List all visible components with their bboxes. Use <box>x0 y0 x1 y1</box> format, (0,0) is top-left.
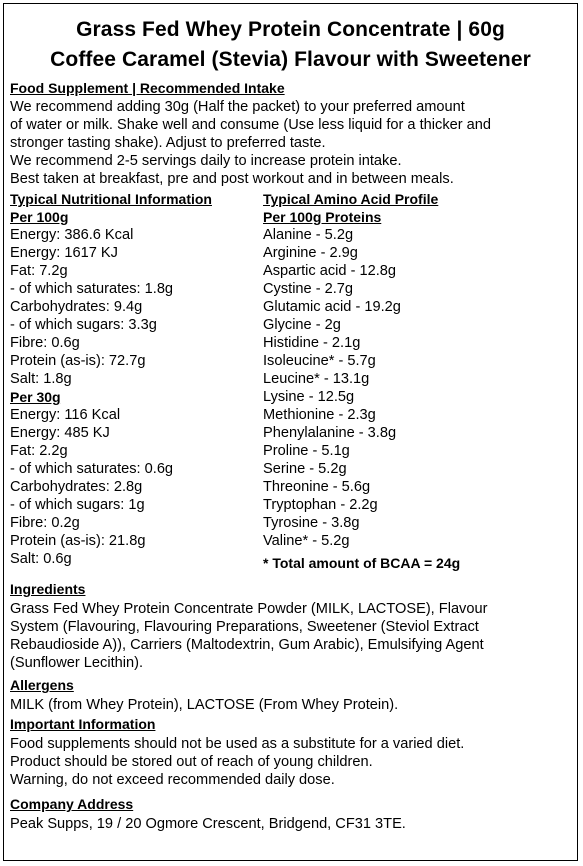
amino-row: Tryptophan - 2.2g <box>263 497 378 513</box>
important-line: Warning, do not exceed recommended daily dose. <box>10 772 335 788</box>
important-text <box>10 735 464 789</box>
intake-heading: Food Supplement | Recommended Intake <box>10 80 285 96</box>
amino-row: Methionine - 2.3g <box>263 407 376 423</box>
allergens-heading: Allergens <box>10 677 74 693</box>
important-line: Food supplements should not be used as a substitute for a varied diet. <box>10 736 465 752</box>
ingredients-line: Grass Fed Whey Protein Concentrate Powder (MILK, LACTOSE), Flavour <box>10 601 488 617</box>
nutrient-row: - of which saturates: 0.6g <box>10 461 174 477</box>
intake-line: We recommend adding 30g (Half the packet) to your preferred amount <box>10 99 465 115</box>
ingredients-line: (Sunflower Lecithin). <box>10 655 144 671</box>
ingredients-text <box>10 600 487 672</box>
ingredients-line: System (Flavouring, Flavouring Preparations, Sweetener (Steviol Extract <box>10 619 479 635</box>
nutrient-row: Energy: 386.6 Kcal <box>10 227 134 243</box>
nutrient-row: Energy: 1617 KJ <box>10 245 118 261</box>
amino-heading: Typical Amino Acid Profile <box>263 191 439 207</box>
amino-row: Glutamic acid - 19.2g <box>263 299 401 315</box>
ingredients-heading: Ingredients <box>10 581 86 597</box>
amino-row: Proline - 5.1g <box>263 443 350 459</box>
amino-row: Arginine - 2.9g <box>263 245 358 261</box>
amino-row: Valine* - 5.2g <box>263 533 350 549</box>
nutrient-row: Salt: 0.6g <box>10 551 72 567</box>
address-heading: Company Address <box>10 796 134 812</box>
amino-subheading: Per 100g Proteins <box>263 209 382 225</box>
intake-text <box>10 98 491 188</box>
nutrient-row: Carbohydrates: 2.8g <box>10 479 143 495</box>
nutrition-column <box>10 190 212 568</box>
amino-column <box>263 190 460 572</box>
product-subtitle: Coffee Caramel (Stevia) Flavour with Sweetener <box>50 48 531 71</box>
nutrition-label <box>3 3 578 861</box>
nutrient-row: Salt: 1.8g <box>10 371 72 387</box>
amino-row: Threonine - 5.6g <box>263 479 371 495</box>
nutrient-row: - of which sugars: 3.3g <box>10 317 157 333</box>
nutrient-row: Energy: 116 Kcal <box>10 407 121 423</box>
allergens-text <box>10 696 398 714</box>
amino-row: Histidine - 2.1g <box>263 335 361 351</box>
nutrient-row: - of which sugars: 1g <box>10 497 145 513</box>
bcaa-total: * Total amount of BCAA = 24g <box>263 555 461 571</box>
amino-row: Tyrosine - 3.8g <box>263 515 360 531</box>
nutrition-heading: Typical Nutritional Information <box>10 191 212 207</box>
intake-line: of water or milk. Shake well and consume (Use less liquid for a thicker and <box>10 117 491 133</box>
nutrient-row: - of which saturates: 1.8g <box>10 281 174 297</box>
allergens-line: MILK (from Whey Protein), LACTOSE (From Whey Protein). <box>10 697 399 713</box>
product-title: Grass Fed Whey Protein Concentrate | 60g <box>76 18 505 41</box>
amino-row: Glycine - 2g <box>263 317 341 333</box>
amino-row: Lysine - 12.5g <box>263 389 355 405</box>
nutrient-row: Fat: 2.2g <box>10 443 68 459</box>
address-line: Peak Supps, 19 / 20 Ogmore Crescent, Bridgend, CF31 3TE. <box>10 816 406 832</box>
ingredients-line: Rebaudioside A)), Carriers (Maltodextrin, Gum Arabic), Emulsifying Agent <box>10 637 484 653</box>
amino-row: Aspartic acid - 12.8g <box>263 263 397 279</box>
amino-row: Alanine - 5.2g <box>263 227 354 243</box>
nutrient-row: Protein (as-is): 21.8g <box>10 533 146 549</box>
address-text <box>10 815 406 833</box>
amino-row: Isoleucine* - 5.7g <box>263 353 376 369</box>
intake-line: Best taken at breakfast, pre and post workout and in between meals. <box>10 171 454 187</box>
nutrient-row: Carbohydrates: 9.4g <box>10 299 143 315</box>
amino-row: Cystine - 2.7g <box>263 281 354 297</box>
per30-heading: Per 30g <box>10 389 61 405</box>
nutrient-row: Fat: 7.2g <box>10 263 68 279</box>
important-heading: Important Information <box>10 716 156 732</box>
intake-line: We recommend 2-5 servings daily to increase protein intake. <box>10 153 402 169</box>
nutrient-row: Energy: 485 KJ <box>10 425 110 441</box>
amino-row: Serine - 5.2g <box>263 461 347 477</box>
nutrient-row: Fibre: 0.2g <box>10 515 80 531</box>
amino-row: Leucine* - 13.1g <box>263 371 370 387</box>
per100-heading: Per 100g <box>10 209 69 225</box>
amino-row: Phenylalanine - 3.8g <box>263 425 397 441</box>
nutrient-row: Fibre: 0.6g <box>10 335 80 351</box>
nutrient-row: Protein (as-is): 72.7g <box>10 353 146 369</box>
important-line: Product should be stored out of reach of young children. <box>10 754 373 770</box>
intake-line: stronger tasting shake). Adjust to preferred taste. <box>10 135 326 151</box>
